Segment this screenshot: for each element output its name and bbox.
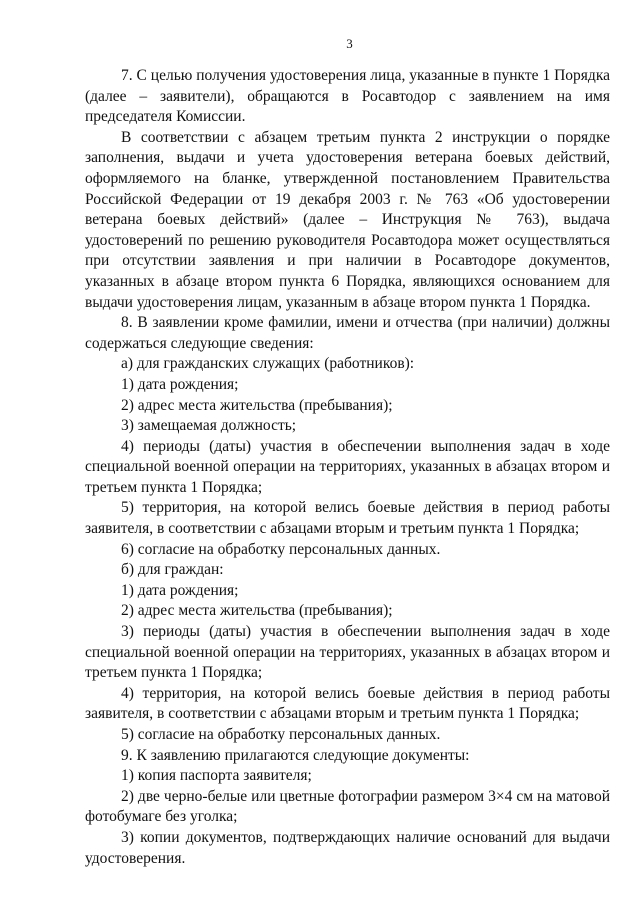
list-item: 3) копии документов, подтверждающих наличие оснований для выдачи удостоверения.: [85, 828, 610, 867]
paragraph: 7. С целью получения удостоверения лица, указанные в пункте 1 Порядка (далее – заявители), обращаются в Росавтодор с заявлением на имя председателя Комиссии.: [85, 67, 610, 126]
list-item: 3) замещаемая должность;: [121, 417, 297, 435]
list-item: 2) адрес места жительства (пребывания);: [121, 602, 393, 620]
list-item: 4) периоды (даты) участия в обеспечении выполнения задач в ходе специальной военной операции на территориях, указанных в абзацах втором и третьем пункта 1 Порядка;: [85, 437, 610, 496]
list-item: 5) согласие на обработку персональных данных.: [121, 726, 441, 743]
list-heading: б) для граждан:: [121, 561, 224, 579]
list-item: 1) дата рождения;: [121, 375, 239, 393]
list-item: 1) дата рождения;: [121, 581, 239, 599]
paragraph: В соответствии с абзацем третьим пункта 2 инструкции о порядке заполнения, выдачи и учета удостоверения ветерана боевых действий, оформляемого на бланке, утвержденной постановлением Правительства Российской Федерации от 19 декабря 2003 г. № 763 «Об удостоверении ветерана боевых действий» (далее – Инструкция № 763), выдача удостоверений по решению руководителя Росавтодора может осуществляться при отсутствии заявления и при наличии в Росавтодоре документов, указанных в абзаце втором пункта 6 Порядка, являющихся основанием для выдачи удостоверения лицам, указанным в абзаце втором пункта 1 Порядка.: [85, 128, 610, 311]
page-number: 3: [346, 36, 353, 51]
list-item: 2) две черно-белые или цветные фотографии размером 3×4 см на матовой фотобумаге без уголка;: [85, 787, 610, 826]
list-item: 5) территория, на которой велись боевые действия в период работы заявителя, в соответствии с абзацами вторым и третьим пункта 1 Порядка;: [85, 499, 610, 538]
list-item: 4) территория, на которой велись боевые действия в период работы заявителя, в соответствии с абзацами вторым и третьим пункта 1 Порядка;: [85, 684, 610, 723]
list-item: 6) согласие на обработку персональных данных.: [121, 540, 441, 558]
list-heading: а) для гражданских служащих (работников):: [121, 355, 415, 373]
paragraph: 8. В заявлении кроме фамилии, имени и отчества (при наличии) должны содержаться следующие сведения:: [85, 314, 610, 352]
paragraph: 9. К заявлению прилагаются следующие документы:: [121, 746, 470, 764]
list-item: 1) копия паспорта заявителя;: [121, 767, 312, 785]
list-item: 2) адрес места жительства (пребывания);: [121, 396, 393, 414]
list-item: 3) периоды (даты) участия в обеспечении выполнения задач в ходе специальной военной операции на территориях, указанных в абзацах втором и третьем пункта 1 Порядка;: [85, 623, 610, 682]
